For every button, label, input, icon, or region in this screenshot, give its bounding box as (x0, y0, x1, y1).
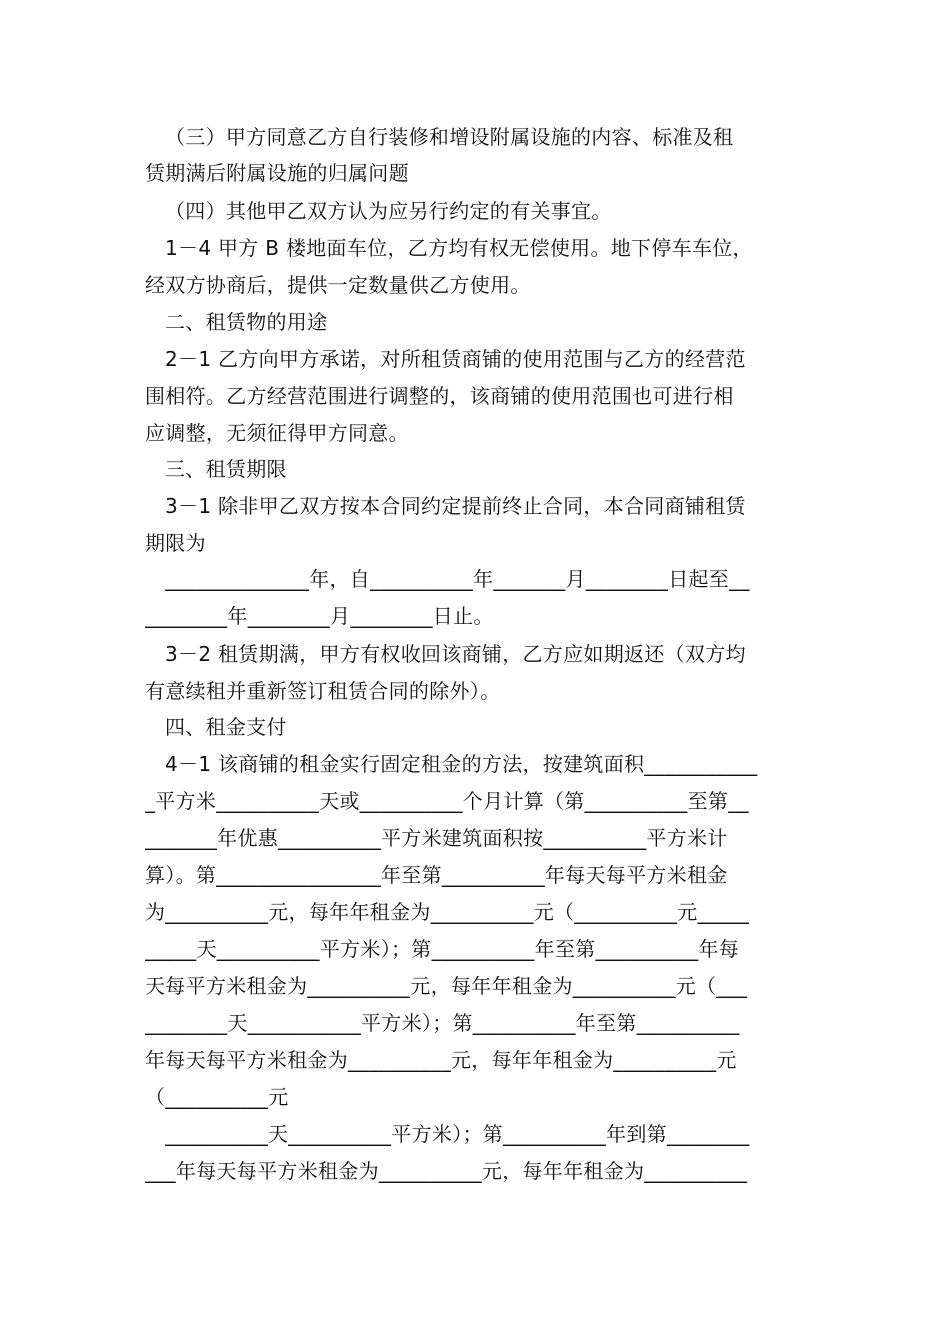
clause-3-1-line-3: ______________年，自__________年_______月________日起至__ (165, 567, 750, 591)
clause-4-1-line-1: 4－1 该商铺的租金实行固定租金的方法，按建筑面积___________ (165, 752, 758, 776)
clause-3-2-line-2: 有意续租并重新签订租赁合同的除外）。 (145, 679, 501, 703)
clause-3-line-2: 赁期满后附属设施的归属问题 (145, 161, 409, 185)
clause-4-1-line-4: 算）。第________________年至第__________年每天每平方米租金 (145, 863, 728, 887)
clause-4-1-line-6: _____天__________平方米）；第__________年至第__________年每 (145, 937, 740, 961)
clause-2-1-line-1: 2－1 乙方向甲方承诺，对所租赁商铺的使用范围与乙方的经营范 (165, 347, 746, 371)
clause-3-1-line-2: 期限为 (145, 531, 206, 555)
clause-4-1-line-10: （__________元 (145, 1085, 289, 1109)
clause-4-1-line-9: 年每天每平方米租金为__________元，每年年租金为__________元 (145, 1048, 737, 1072)
section-heading-3: 三、租赁期限 (165, 457, 287, 481)
clause-1-4-line-1: 1－4 甲方 B 楼地面车位，乙方均有权无偿使用。地下停车车位， (165, 236, 753, 260)
section-heading-4: 四、租金支付 (165, 715, 287, 739)
clause-2-1-line-2: 围相符。乙方经营范围进行调整的，该商铺的使用范围也可进行相 (145, 384, 734, 408)
clause-2-1-line-3: 应调整，无须征得甲方同意。 (145, 421, 409, 445)
clause-3-1-line-4: ________年________月________日止。 (145, 604, 494, 628)
clause-4-1-line-3: _______年优惠__________平方米建筑面积按__________平方米计 (145, 826, 728, 850)
clause-4-1-line-12: ___年每天每平方米租金为__________元，每年年租金为__________ (145, 1159, 748, 1183)
clause-3-2-line-1: 3－2 租赁期满，甲方有权收回该商铺，乙方应如期返还（双方均 (165, 642, 746, 666)
clause-4-1-line-5: 为__________元，每年年租金为__________元（__________元_____ (145, 900, 750, 924)
clause-3-line-1: （三）甲方同意乙方自行装修和增设附属设施的内容、标准及租 (165, 125, 734, 149)
clause-1-4-line-2: 经双方协商后，提供一定数量供乙方使用。 (145, 273, 531, 297)
clause-4-1-line-7: 天每平方米租金为__________元，每年年租金为__________元（___ (145, 974, 748, 998)
clause-4-1-line-2: _平方米__________天或__________个月计算（第__________至第__ (145, 789, 749, 813)
clause-4-1-line-11: __________天__________平方米）；第__________年到第________ (165, 1122, 750, 1146)
clause-4-1-line-8: ________天___________平方米）；第__________年至第__________ (145, 1011, 740, 1035)
section-heading-2: 二、租赁物的用途 (165, 310, 328, 334)
clause-3-1-line-1: 3－1 除非甲乙双方按本合同约定提前终止合同，本合同商铺租赁 (165, 494, 746, 518)
clause-4-line: （四）其他甲乙双方认为应另行约定的有关事宜。 (165, 199, 612, 223)
